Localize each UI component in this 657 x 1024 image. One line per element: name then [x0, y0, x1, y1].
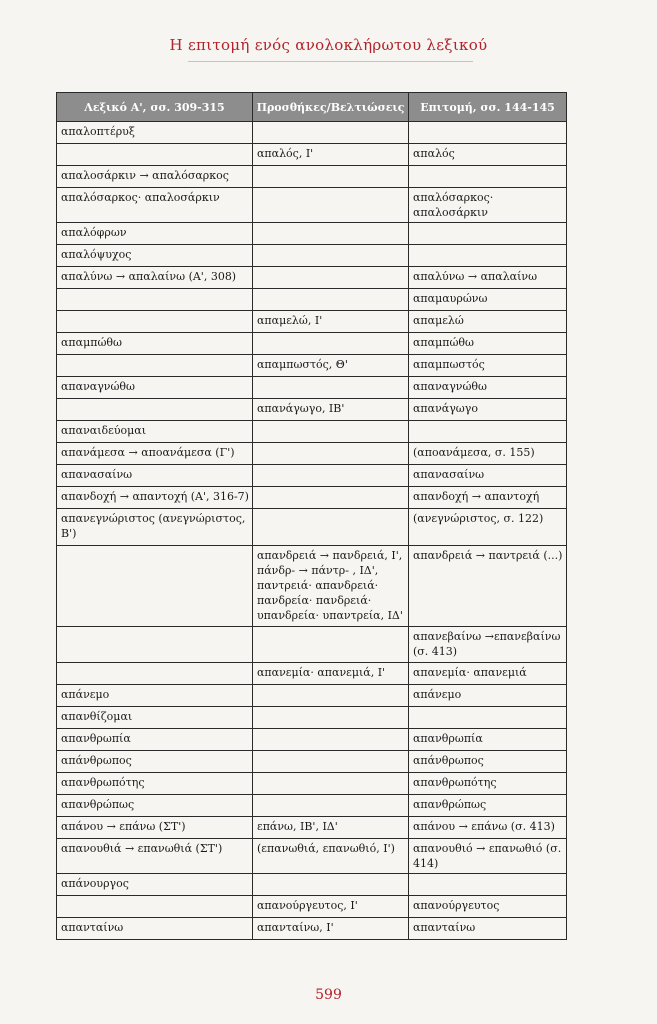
table-row [57, 627, 567, 663]
table-row [57, 377, 567, 399]
cell-additions [253, 487, 409, 509]
cell-additions [253, 685, 409, 707]
table-row [57, 817, 567, 839]
table-row [57, 399, 567, 421]
table-row [57, 773, 567, 795]
lexicon-table [56, 92, 567, 940]
cell-lexicon: απανουθιά → επανωθιά (ΣΤ') [57, 839, 253, 874]
cell-additions: (επανωθιά, επανωθιό, Ι') [253, 839, 409, 874]
page-title: Η επιτομή ενός ανολοκλήρωτου λεξικού [169, 36, 488, 54]
cell-lexicon [57, 355, 253, 377]
table-row [57, 839, 567, 874]
cell-epitome: απανδοχή → απαντοχή [409, 487, 567, 509]
table-row [57, 874, 567, 896]
cell-lexicon: απανθρωπότης [57, 773, 253, 795]
cell-epitome: απανταίνω [409, 918, 567, 940]
table-row [57, 333, 567, 355]
cell-lexicon [57, 144, 253, 166]
cell-lexicon: απάνθρωπος [57, 751, 253, 773]
cell-epitome: απανουθιό → επανωθιό (σ. 414) [409, 839, 567, 874]
cell-epitome [409, 874, 567, 896]
cell-epitome: απανάγωγο [409, 399, 567, 421]
cell-additions [253, 707, 409, 729]
cell-additions [253, 773, 409, 795]
cell-lexicon: απαλοσάρκιν → απαλόσαρκος [57, 166, 253, 188]
cell-lexicon: απαλόψυχος [57, 245, 253, 267]
cell-additions: επάνω, ΙΒ', ΙΔ' [253, 817, 409, 839]
cell-lexicon: απάνου → επάνω (ΣΤ') [57, 817, 253, 839]
cell-epitome: απανεβαίνω →επανεβαίνω (σ. 413) [409, 627, 567, 663]
table-row [57, 795, 567, 817]
cell-additions [253, 333, 409, 355]
table-row [57, 355, 567, 377]
cell-epitome [409, 122, 567, 144]
table-row [57, 421, 567, 443]
cell-epitome: (αποανάμεσα, σ. 155) [409, 443, 567, 465]
column-header-lexicon: Λεξικό Α', σσ. 309-315 [57, 93, 253, 122]
table-row [57, 663, 567, 685]
cell-epitome: απαμαυρώνω [409, 289, 567, 311]
cell-additions [253, 421, 409, 443]
cell-lexicon: απανδοχή → απαντοχή (Α', 316-7) [57, 487, 253, 509]
cell-epitome: απάνεμο [409, 685, 567, 707]
cell-epitome: απαμελώ [409, 311, 567, 333]
cell-lexicon: απαλόσαρκος· απαλοσάρκιν [57, 188, 253, 223]
page-number: 599 [315, 987, 342, 1003]
cell-lexicon: απαλοπτέρυξ [57, 122, 253, 144]
table-row [57, 546, 567, 627]
cell-additions: απανδρειά → πανδρειά, Ι', πάνδρ- → πάντρ- , ΙΔ', παντρειά· απανδρειά· πανδρεία· πανδρειά· υπανδρεία· υπαντρεία, ΙΔ' [253, 546, 409, 627]
cell-epitome: απανθρωπότης [409, 773, 567, 795]
cell-lexicon: απάνεμο [57, 685, 253, 707]
cell-epitome: απαλύνω → απαλαίνω [409, 267, 567, 289]
cell-additions [253, 465, 409, 487]
table-row [57, 245, 567, 267]
cell-lexicon [57, 663, 253, 685]
table-row [57, 918, 567, 940]
table-row [57, 166, 567, 188]
cell-epitome: απαλόσαρκος· απαλοσάρκιν [409, 188, 567, 223]
table-row [57, 509, 567, 546]
table-row [57, 223, 567, 245]
cell-additions [253, 751, 409, 773]
cell-additions [253, 223, 409, 245]
cell-lexicon: απανασαίνω [57, 465, 253, 487]
cell-lexicon: απανεγνώριστος (ανεγνώριστος, Β') [57, 509, 253, 546]
cell-additions [253, 627, 409, 663]
cell-lexicon: απαναιδεύομαι [57, 421, 253, 443]
column-header-additions: Προσθήκες/Βελτιώσεις [253, 93, 409, 122]
cell-additions [253, 188, 409, 223]
table-row [57, 707, 567, 729]
cell-lexicon [57, 627, 253, 663]
table-row [57, 122, 567, 144]
cell-additions: απαμπωστός, Θ' [253, 355, 409, 377]
cell-epitome: απαμπώθω [409, 333, 567, 355]
cell-lexicon: απάνουργος [57, 874, 253, 896]
table-row [57, 685, 567, 707]
cell-epitome: απανούργευτος [409, 896, 567, 918]
cell-lexicon [57, 546, 253, 627]
cell-additions: απαμελώ, Ι' [253, 311, 409, 333]
table-row [57, 751, 567, 773]
table-row [57, 729, 567, 751]
table-row [57, 465, 567, 487]
table-header-row [57, 93, 567, 122]
cell-lexicon: απανάμεσα → αποανάμεσα (Γ') [57, 443, 253, 465]
cell-epitome [409, 421, 567, 443]
cell-lexicon [57, 289, 253, 311]
cell-additions: απανταίνω, Ι' [253, 918, 409, 940]
cell-epitome: απανθρωπία [409, 729, 567, 751]
cell-lexicon: απανθρώπως [57, 795, 253, 817]
table-row [57, 144, 567, 166]
cell-additions [253, 795, 409, 817]
table-row [57, 443, 567, 465]
cell-additions: απανεμία· απανεμιά, Ι' [253, 663, 409, 685]
cell-epitome: απαμπωστός [409, 355, 567, 377]
cell-additions: απαλός, Ι' [253, 144, 409, 166]
cell-epitome: απάνου → επάνω (σ. 413) [409, 817, 567, 839]
cell-epitome: απαλός [409, 144, 567, 166]
cell-lexicon: απαναγνώθω [57, 377, 253, 399]
title-underline [188, 61, 473, 62]
table-row [57, 267, 567, 289]
column-header-epitome: Επιτομή, σσ. 144-145 [409, 93, 567, 122]
cell-additions [253, 289, 409, 311]
cell-lexicon [57, 311, 253, 333]
cell-additions: απανάγωγο, ΙΒ' [253, 399, 409, 421]
cell-epitome: απανασαίνω [409, 465, 567, 487]
cell-lexicon: απαλύνω → απαλαίνω (Α', 308) [57, 267, 253, 289]
cell-epitome [409, 223, 567, 245]
cell-additions [253, 166, 409, 188]
cell-epitome [409, 707, 567, 729]
cell-lexicon: απανθίζομαι [57, 707, 253, 729]
cell-lexicon: απαλόφρων [57, 223, 253, 245]
cell-epitome [409, 245, 567, 267]
cell-epitome: απάνθρωπος [409, 751, 567, 773]
cell-lexicon [57, 399, 253, 421]
cell-lexicon: απανθρωπία [57, 729, 253, 751]
cell-additions [253, 874, 409, 896]
cell-additions [253, 729, 409, 751]
cell-additions: απανούργευτος, Ι' [253, 896, 409, 918]
cell-epitome: (ανεγνώριστος, σ. 122) [409, 509, 567, 546]
cell-epitome: απανεμία· απανεμιά [409, 663, 567, 685]
cell-lexicon: απαμπώθω [57, 333, 253, 355]
cell-lexicon [57, 896, 253, 918]
table-row [57, 487, 567, 509]
cell-additions [253, 443, 409, 465]
cell-additions [253, 377, 409, 399]
cell-additions [253, 267, 409, 289]
table-row [57, 896, 567, 918]
cell-epitome: απανδρειά → παντρειά (...) [409, 546, 567, 627]
cell-epitome [409, 166, 567, 188]
cell-epitome: απαναγνώθω [409, 377, 567, 399]
cell-epitome: απανθρώπως [409, 795, 567, 817]
cell-additions [253, 245, 409, 267]
table-row [57, 289, 567, 311]
table-row [57, 311, 567, 333]
table-row [57, 188, 567, 223]
cell-lexicon: απανταίνω [57, 918, 253, 940]
cell-additions [253, 122, 409, 144]
cell-additions [253, 509, 409, 546]
